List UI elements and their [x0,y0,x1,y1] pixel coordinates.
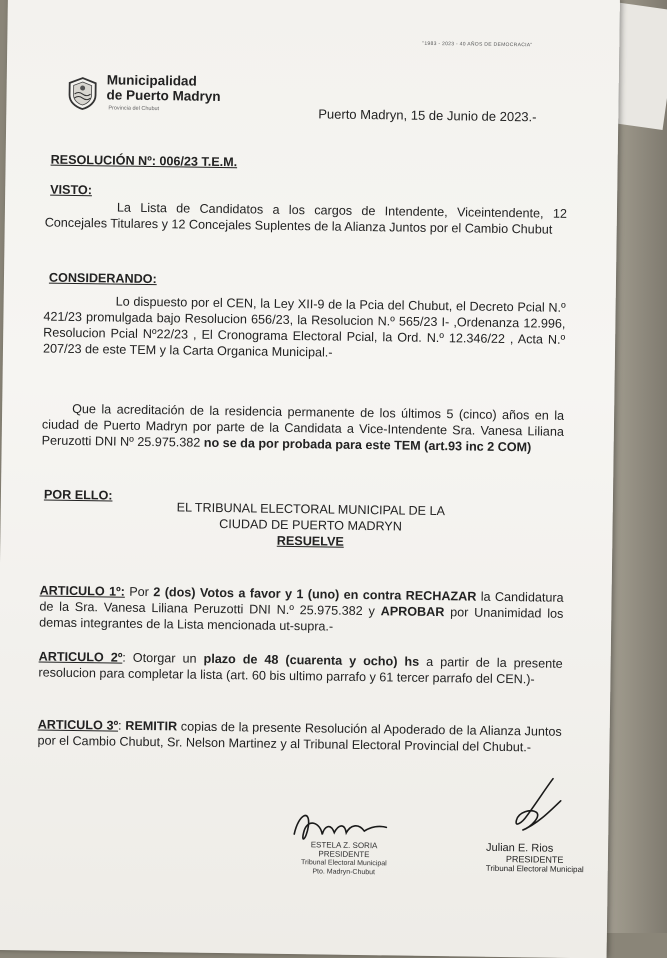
tribunal-line2: CIUDAD DE PUERTO MADRYN [219,517,402,534]
articulo-3-bold: REMITIR [125,718,178,734]
signature-right-org: Tribunal Electoral Municipal [485,863,584,875]
articulo-3 [37,716,561,755]
signature-left-name: ESTELA Z. SORIA [310,840,378,851]
signature-left-org1: Tribunal Electoral Municipal [300,859,387,868]
articulo-3-label: ARTICULO 3º [37,717,119,733]
residence-text-plain: Que la acreditación de la residencia permanente de los últimos 5 (cinco) años en la ciudad de Puerto Madryn por parte de la Candidata a Vice-Intendente Sra. Vanesa Liliana Peruzotti DNI Nº 25.975.382 [41,401,565,450]
signature-rios-icon [496,772,567,843]
articulo-2-text-b: a partir de la presente resolucion para completar la lista (art. 60 bis ultimo parrafo y 61 tercer parrafo del CEN.)- [38,654,563,687]
por-ello-heading: POR ELLO: [43,487,113,503]
header-tagline: "1983 - 2023 - 40 AÑOS DE DEMOCRACIA" [422,40,533,49]
signature-right-block [486,842,584,874]
articulo-2-bold: plazo de 48 (cuarenta y ocho) hs [203,651,420,669]
signature-right-role: PRESIDENTE [505,854,564,865]
logo-title-line2: de Puerto Madryn [106,87,221,104]
articulo-1-label: ARTICULO 1º: [39,583,125,599]
considerando-heading: CONSIDERANDO: [48,270,157,287]
articulo-2-label: ARTICULO 2º [38,649,123,665]
signature-right-name: Julian E. Rios [485,841,554,855]
logo-subtitle: Provincia del Chubut [108,105,160,113]
articulo-2-text-a: : Otorgar un [122,650,197,666]
articulo-1-text-a: Por [129,584,150,600]
articulo-2 [38,648,562,687]
articulo-1-text-b: la Candidatura de la Sra. Vanesa Liliana Peruzotti DNI N.º 25.975.382 y [39,589,564,619]
logo-title-line1: Municipalidad [106,72,197,89]
articulo-1 [39,583,564,638]
signature-left-org2: Pto. Madryn-Chubut [312,868,376,877]
considerando-text: Lo dispuesto por el CEN, la Ley XII-9 de la Pcia del Chubut, el Decreto Pcial N.º 421/23 promulgada bajo Resolucion 656/23, la Resolucion N.º 565/23 I- ,Ordenanza 12.996, Resolucion Pcial Nº22/23 , El Cronograma Electoral Pcial, la Ord. N.º 12.346/22 , Acta N.º 207/23 de este TEM y la Carta Organica Municipal.- [42,294,566,360]
articulo-1-bold-b: APROBAR [380,604,445,620]
resuelve-label: RESUELVE [276,533,344,549]
articulo-1-bold-a: 2 (dos) Votos a favor y 1 (uno) en contra RECHAZAR [153,585,477,604]
articulo-1-text-c: por Unanimidad los demas integrantes de la Lista mencionada ut-supra.- [39,605,564,634]
place-date: Puerto Madryn, 15 de Junio de 2023.- [318,106,537,125]
municipal-shield-icon [64,75,100,111]
articulo-3-text-b: copias de la presente Resolución al Apoderado de la Alianza Juntos por el Cambio Chubut, Sr. Nelson Martinez y al Tribunal Electoral Provincial del Chubut.- [37,719,562,755]
municipality-name [106,72,220,104]
signature-left-role: PRESIDENTE [318,849,370,860]
visto-text: La Lista de Candidatos a los cargos de Intendente, Viceintendente, 12 Concejales Titulares y 12 Concejales Suplentes de la Alianza Juntos por el Cambio Chubut [44,200,568,237]
resolution-number: RESOLUCIÓN Nº: 006/23 T.E.M. [50,152,238,170]
considerando-residence-text [42,401,565,456]
residence-text-bold: no se da por probada para este TEM (art.93 inc 2 COM) [203,435,532,455]
tribunal-line1: EL TRIBUNAL ELECTORAL MUNICIPAL DE LA [176,500,446,519]
visto-heading: VISTO: [50,182,93,198]
tribunal-block [140,499,481,552]
articulo-3-text-a: : [118,718,122,733]
signature-left-block [274,840,414,878]
